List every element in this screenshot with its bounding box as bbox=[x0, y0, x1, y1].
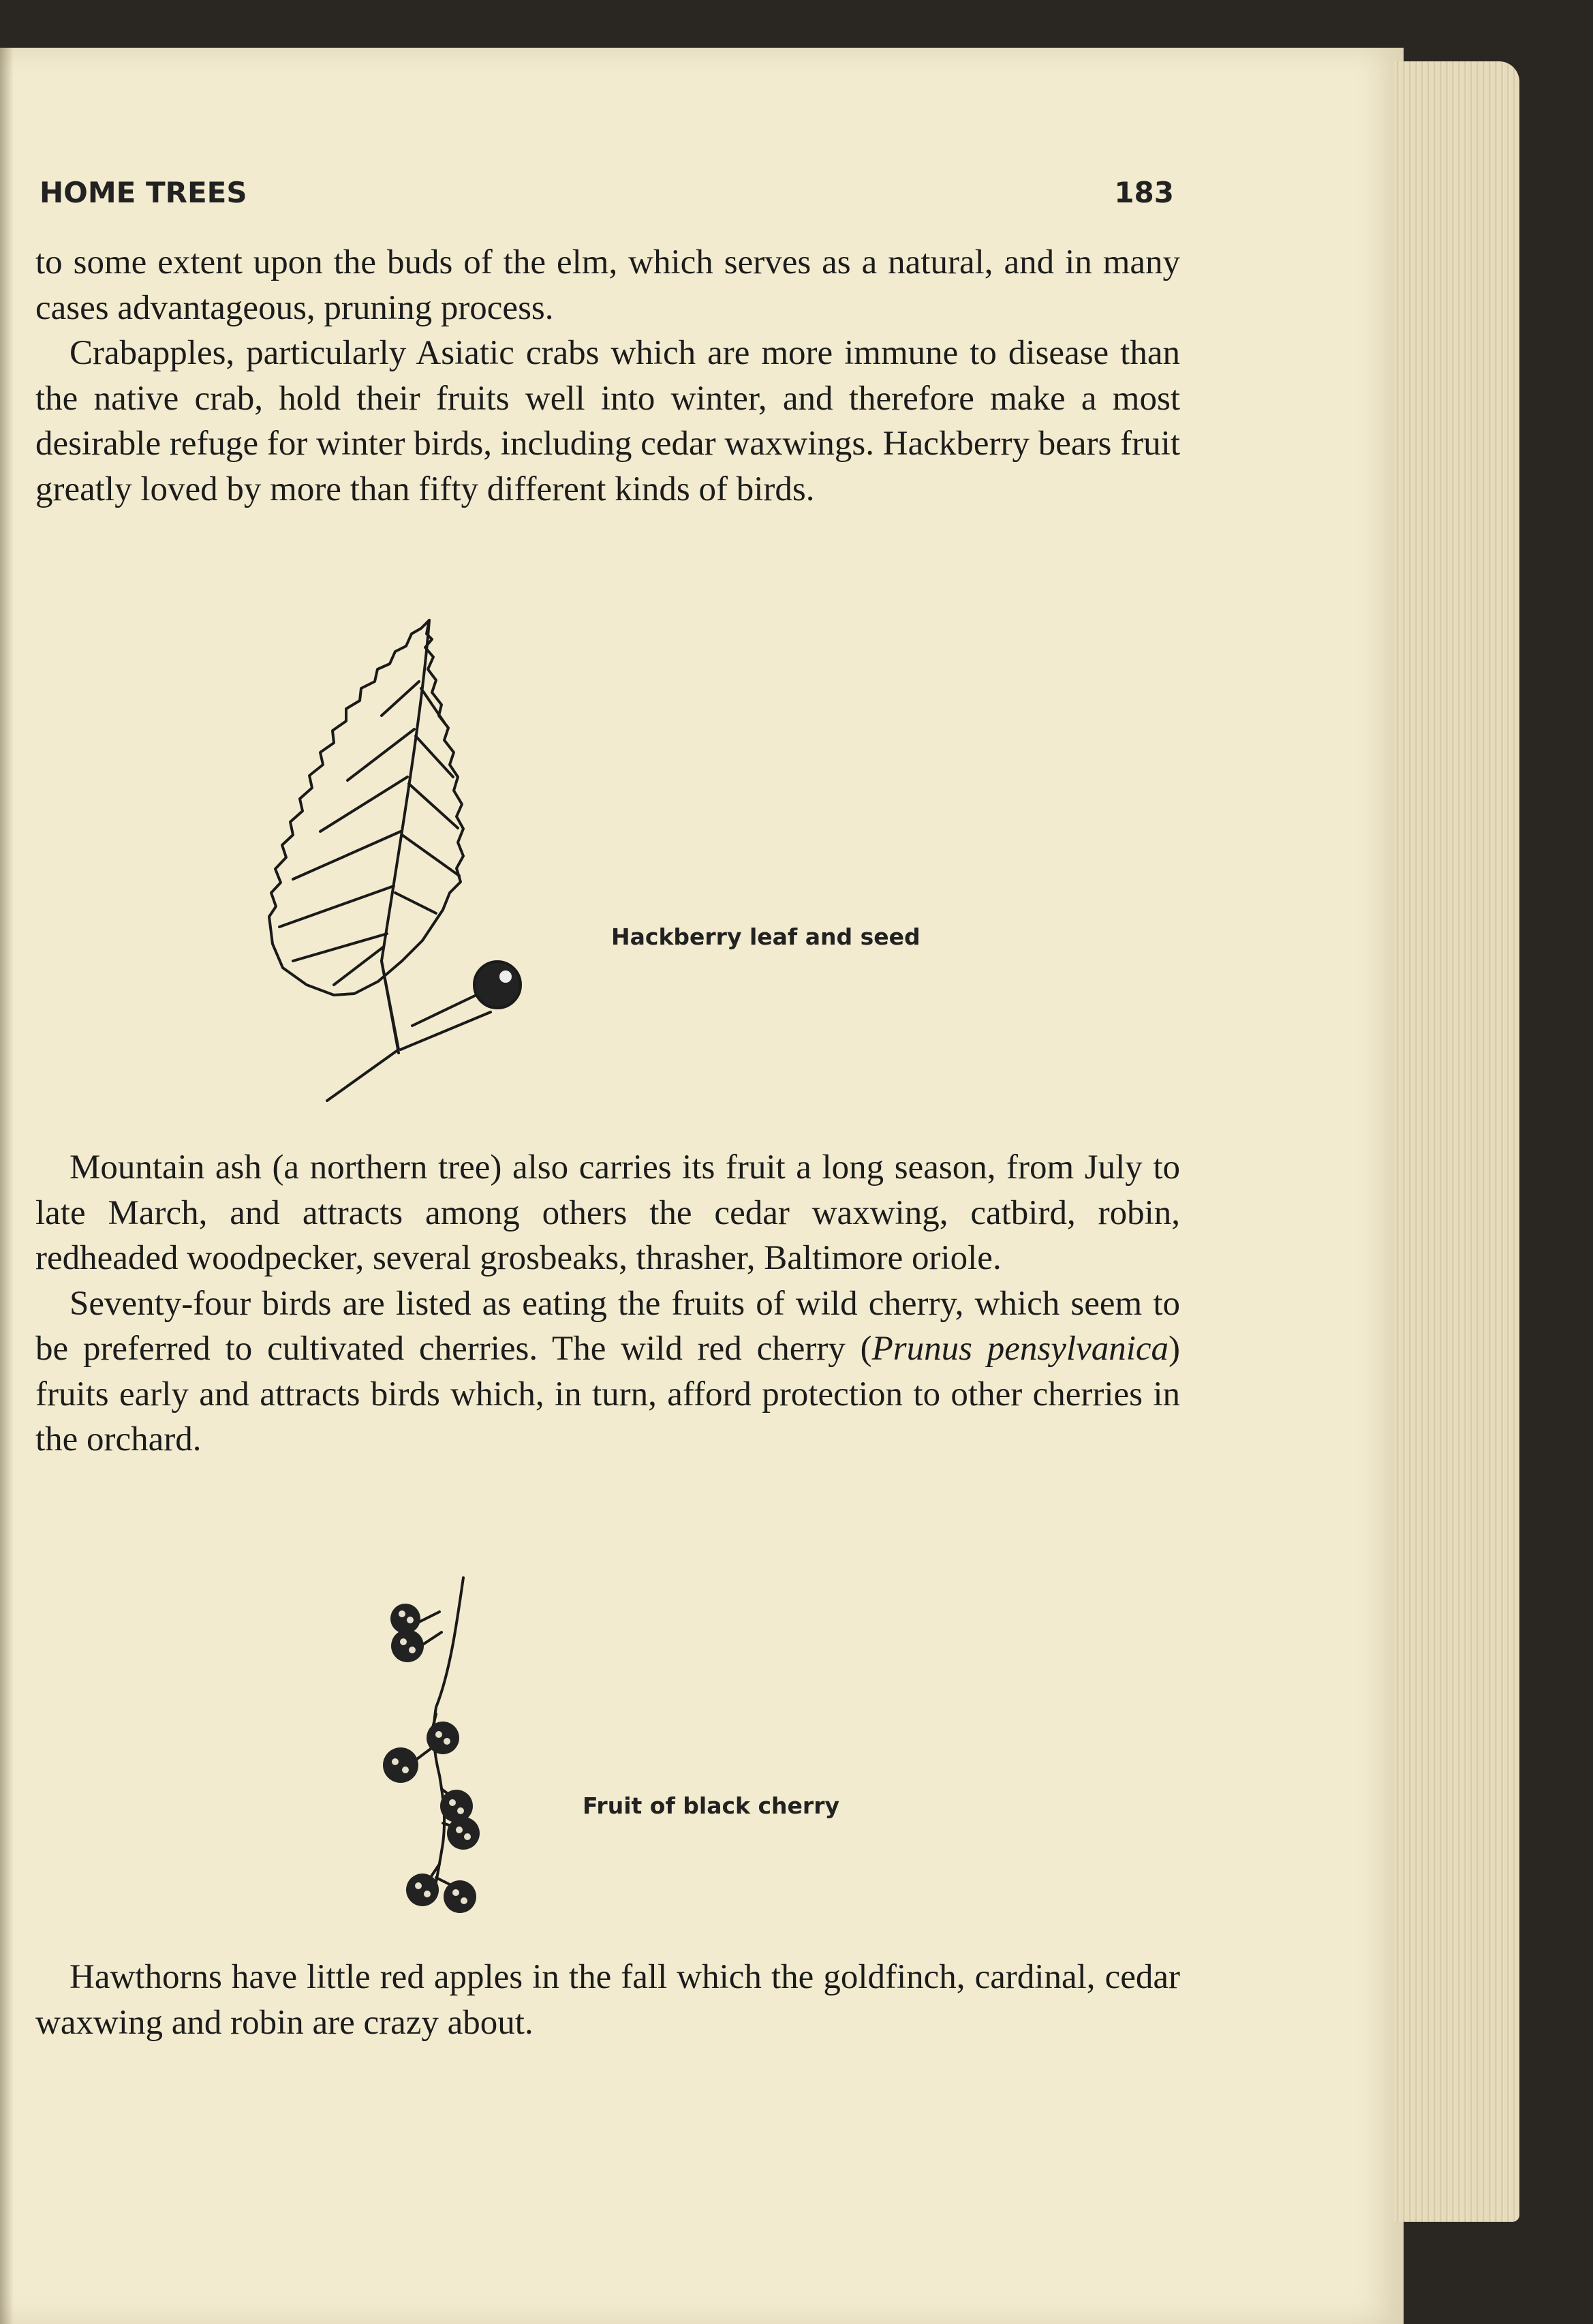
chapter-title: HOME TREES bbox=[40, 176, 247, 209]
black-cherry-fruit-icon bbox=[368, 1571, 504, 1925]
paragraph: to some extent upon the buds of the elm, which serves as a natural, and in many cases advantageous, pruning process. bbox=[35, 243, 1180, 327]
paragraph bbox=[35, 1281, 1180, 1463]
binding-shadow bbox=[0, 48, 14, 2324]
page-edges bbox=[1393, 61, 1519, 2222]
paragraph: Hawthorns have little red apples in the fall which the goldfinch, cardinal, cedar waxwing and robin are crazy about. bbox=[35, 1958, 1180, 2042]
paragraph: Mountain ash (a northern tree) also carries its fruit a long season, from July to late March, and attracts among others the cedar waxwing, catbird, robin, redheaded woodpecker, several grosbeaks, thrasher, Baltimore oriole. bbox=[35, 1148, 1180, 1277]
figure-caption: Fruit of black cherry bbox=[583, 1792, 839, 1819]
page-number: 183 bbox=[1114, 176, 1174, 209]
figure-caption: Hackberry leaf and seed bbox=[611, 923, 921, 950]
paragraph: Crabapples, particularly Asiatic crabs which are more immune to disease than the native crab, hold their fruits well into winter, and therefore make a most desirable refuge for winter birds, including cedar waxwings. Hackberry bears fruit greatly loved by more than fifty different kinds of birds. bbox=[35, 334, 1180, 508]
text-block-bottom bbox=[35, 1955, 1180, 2045]
paragraph-text: ) fruits early and attracts birds which, in turn, afford protection to other cherries in the orchard. bbox=[35, 1330, 1181, 1458]
paragraph-text: Seventy-four birds are listed as eating the fruits of wild cherry, which seem to be preferred to cultivated cherries. The wild red cherry ( bbox=[35, 1284, 1180, 1368]
text-block-top bbox=[35, 240, 1180, 512]
scientific-name: Prunus pensylvanica bbox=[871, 1330, 1169, 1368]
running-header bbox=[40, 176, 1174, 209]
hackberry-leaf-icon bbox=[266, 607, 538, 1111]
text-block-middle bbox=[35, 1145, 1180, 1463]
